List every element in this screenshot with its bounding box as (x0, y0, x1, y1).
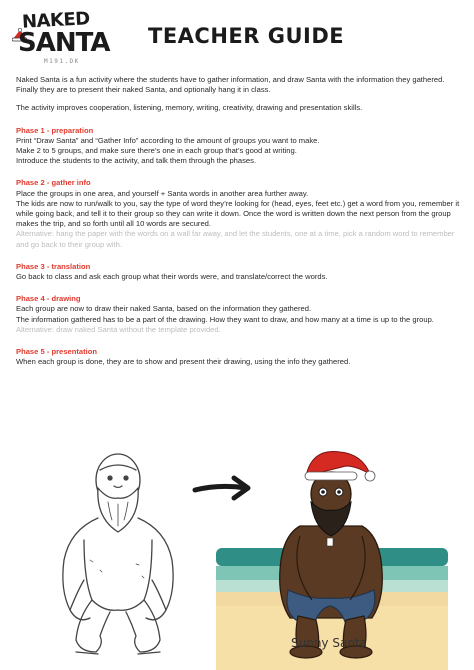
phase-title: Phase 4 - drawing (16, 294, 81, 304)
phase-3 (16, 262, 460, 282)
santa-outline-drawing (63, 454, 173, 654)
phase-line: Place the groups in one area, and yourself + Santa words in another area further away. (16, 188, 309, 198)
page-title: TEACHER GUIDE (148, 24, 345, 48)
phase-line: Introduce the students to the activity, and talk them through the phases. (16, 156, 257, 166)
naked-santa-logo (14, 8, 110, 70)
logo-site: M191.DK (44, 58, 80, 65)
guide-content (16, 75, 460, 367)
phase-line: When each group is done, they are to show and present their drawing, using the info they gathered. (16, 357, 351, 367)
phase-alternative: Alternative: draw naked Santa without the template provided. (16, 324, 221, 334)
logo-word-santa: SANTA (18, 28, 110, 58)
intro-paragraph: Naked Santa is a fun activity where the students have to gather information, and draw Santa with the information they gathered. Finally they are to present their naked Santa, and optionally hang it in class. (16, 75, 445, 95)
phase-line: Go back to class and ask each group what their words were, and translate/correct the words. (16, 272, 328, 282)
phase-line: Make 2 to 5 groups, and make sure there’s one in each group that’s good at writing. (16, 146, 297, 156)
phase-line: Each group are now to draw their naked Santa, based on the information they gathered. (16, 304, 312, 314)
phase-1 (16, 126, 460, 167)
santa-illustration (0, 440, 474, 670)
phase-line: Print “Draw Santa” and “Gather Info” according to the amount of groups you want to make. (16, 135, 320, 145)
phase-5 (16, 347, 460, 367)
phase-title: Phase 3 - translation (16, 261, 91, 271)
phase-alternative: Alternative: hang the paper with the words on a wall far away, and let the students, one at a time, pick a random word to remember and go back to their group with. (16, 229, 455, 249)
phase-line: The kids are now to run/walk to you, say the type of word they’re looking for (head, eyes, feet etc.) get a word from you, remember it while going back, and tell it to their group so they can write it down. Once the word is written down the next person from the group makes the trip, and so forth until all 10 words are secured. (16, 198, 460, 229)
phase-title: Phase 2 - gather info (16, 178, 91, 188)
logo-word-naked: NAKED (21, 8, 91, 33)
phase-title: Phase 1 - preparation (16, 125, 94, 135)
illustration-caption: Sunny Santa (291, 636, 367, 650)
arrow-right-icon (195, 478, 248, 498)
intro-paragraph: The activity improves cooperation, listening, memory, writing, creativity, drawing and presentation skills. (16, 103, 363, 113)
phase-line: The information gathered has to be a part of the drawing. How they want to draw, and how many at a time is up to the group. (16, 314, 434, 324)
phase-2 (16, 178, 460, 249)
phase-4 (16, 294, 460, 335)
phase-title: Phase 5 - presentation (16, 347, 98, 357)
